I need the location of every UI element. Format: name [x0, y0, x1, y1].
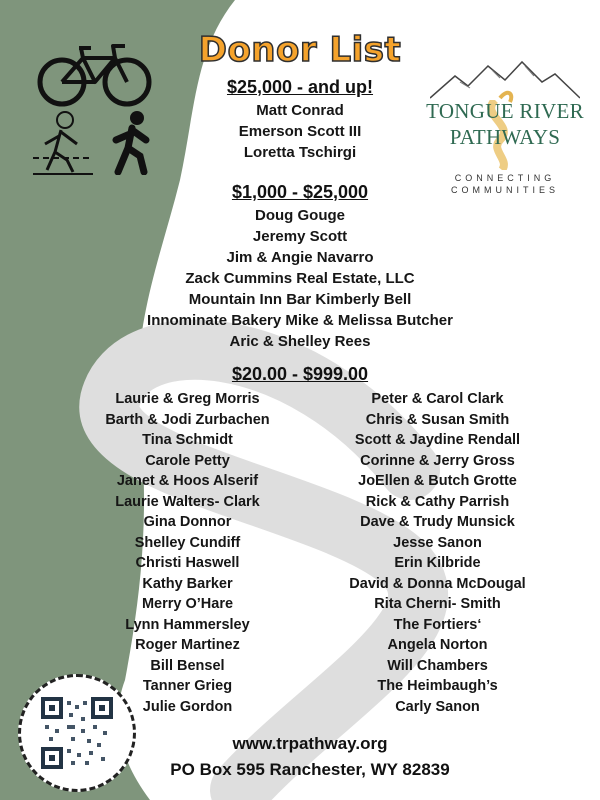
donor-name: Dave & Trudy Munsick: [360, 514, 515, 530]
bicycle-icon: [35, 40, 155, 110]
donor-name: Barth & Jodi Zurbachen: [105, 411, 270, 428]
donor-name: Roger Martinez: [135, 637, 240, 653]
walker-outline-icon: [33, 108, 93, 178]
donor-name: Laurie Walters- Clark: [115, 493, 260, 510]
donor-name: Carly Sanon: [395, 698, 480, 715]
donor-name: Shelley Cundiff: [134, 534, 241, 551]
donor-name: Carole Petty: [145, 452, 230, 469]
page-title: Donor List: [198, 30, 402, 70]
address-text: PO Box 595 Ranchester, WY 82839: [170, 760, 450, 779]
donor-name: Erin Kilbride: [394, 555, 481, 571]
donor-name: Christi Haswell: [135, 555, 240, 571]
donor-name: Jesse Sanon: [393, 534, 482, 551]
logo-tagline-2: COMMUNITIES: [451, 185, 559, 195]
donor-name: Innominate Bakery Mike & Melissa Butcher: [147, 312, 453, 329]
donor-name: Laurie & Greg Morris: [115, 391, 260, 407]
qr-code-icon[interactable]: [41, 697, 113, 769]
donor-name: Matt Conrad: [256, 102, 344, 119]
donor-name: David & Donna McDougal: [349, 575, 526, 592]
donor-name: Julie Gordon: [142, 698, 233, 715]
runner-icon: [110, 110, 155, 175]
donor-name: Jeremy Scott: [252, 228, 348, 245]
donor-name: Emerson Scott III: [238, 123, 362, 140]
donor-name: Rick & Cathy Parrish: [365, 493, 510, 510]
donor-name: Aric & Shelley Rees: [229, 333, 371, 350]
donor-name: Angela Norton: [387, 637, 488, 653]
donor-name: JoEllen & Butch Grotte: [358, 473, 517, 489]
donor-column-right: [335, 389, 540, 717]
donor-name: The Heimbaugh’s: [377, 678, 498, 694]
donor-name: Will Chambers: [387, 657, 488, 674]
tier-heading-middle: $1,000 - $25,000: [231, 182, 369, 202]
donor-name: Tanner Grieg: [142, 678, 233, 694]
logo-line-1: TONGUE RIVER: [426, 99, 584, 123]
donor-name: Doug Gouge: [255, 207, 345, 224]
donor-name: Scott & Jaydine Rendall: [354, 432, 521, 448]
qr-badge: [18, 674, 136, 792]
donor-name: The Fortiers‘: [393, 616, 482, 633]
tier-heading-top: $25,000 - and up!: [226, 77, 374, 97]
donor-name: Bill Bensel: [150, 657, 225, 674]
donor-name: Rita Cherni- Smith: [374, 596, 501, 612]
donor-name: Lynn Hammersley: [125, 616, 250, 633]
donor-column-left: [90, 389, 285, 717]
donor-name: Gina Donnor: [143, 514, 232, 530]
tier-heading-bottom: $20.00 - $999.00: [231, 364, 369, 384]
donor-name: Chris & Susan Smith: [365, 411, 510, 428]
donor-name: Janet & Hoos Alserif: [116, 473, 259, 489]
donor-name: Mountain Inn Bar Kimberly Bell: [188, 291, 412, 308]
donor-name: Zack Cummins Real Estate, LLC: [185, 270, 415, 287]
logo-wordmark: [420, 98, 590, 150]
logo-line-2: PATHWAYS: [449, 125, 561, 149]
donor-name: Jim & Angie Navarro: [226, 249, 374, 266]
donor-name: Kathy Barker: [142, 575, 233, 592]
donor-name: Peter & Carol Clark: [371, 391, 504, 407]
donor-name: Loretta Tschirgi: [243, 144, 357, 161]
donor-name: Merry O’Hare: [141, 596, 234, 612]
website-text: www.trpathway.org: [232, 734, 388, 753]
logo-tagline: [420, 172, 590, 196]
logo-tagline-1: CONNECTING: [454, 173, 556, 183]
donor-name: Tina Schmidt: [142, 432, 233, 448]
donor-name: Corinne & Jerry Gross: [360, 452, 515, 469]
mountain-logo-icon: [430, 58, 580, 103]
